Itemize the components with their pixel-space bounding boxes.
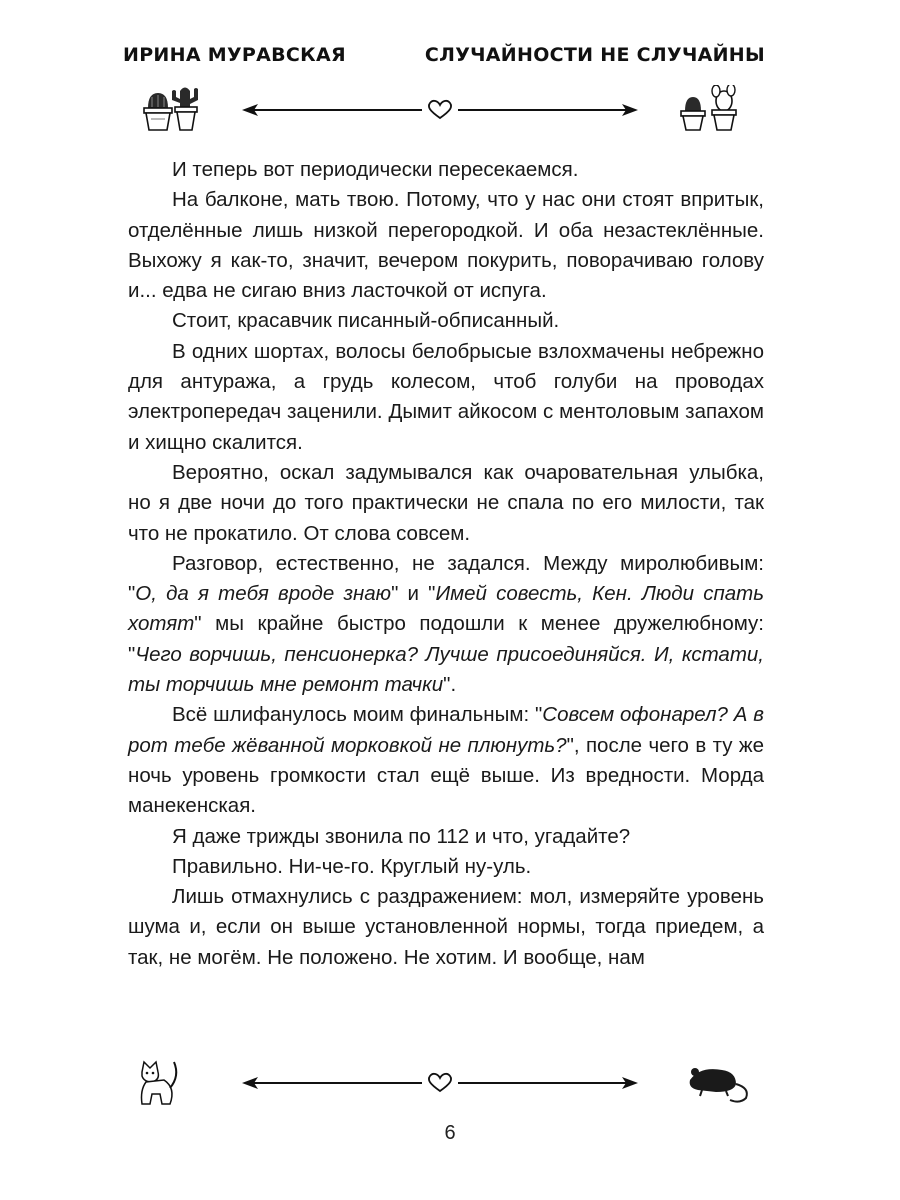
text-run: " мы крайне быстро подошли к менее дружелюбному: " <box>128 612 764 666</box>
heart-icon <box>429 1074 451 1091</box>
italic-run: Чего ворчишь, пенсионерка? Лучше присоединяйся. И, кстати, ты торчишь мне ремонт тачки <box>128 642 764 697</box>
text-run: На балконе, мать твою. Потому, что у нас они стоят впритык, отделённые лишь низкой перегородкой. И оба незастеклённые. Выхожу я как-то, значит, вечером покурить, поворачиваю голову и... едва не сигаю вниз ласточкой от испуга. <box>128 188 764 303</box>
text-run: Я даже трижды звонила по 112 и что, угадайте? <box>172 824 631 848</box>
author-name: ИРИНА МУРАВСКАЯ <box>123 44 346 66</box>
paragraph <box>128 822 764 852</box>
paragraph <box>128 882 764 973</box>
bottom-ornament <box>130 1058 770 1108</box>
text-run: ". <box>443 673 457 697</box>
cat-icon <box>142 1062 177 1104</box>
text-run: В одних шортах, волосы белобрысые взлохмачены небрежно для антуража, а грудь колесом, чтоб голуби на проводах электропередач заценили. Дымит айкосом с ментоловым запахом и хищно скалится. <box>128 339 764 454</box>
italic-run: Совсем офонарел? А в рот тебе жёванной морковкой не плюнуть? <box>128 703 764 757</box>
text-run: Правильно. Ни-че-го. Круглый ну-уль. <box>172 854 532 878</box>
text-run: " и " <box>391 582 436 606</box>
italic-run: О, да я тебя вроде знаю <box>135 582 392 606</box>
italic-run: Имей совесть, Кен. Люди спать хотят <box>128 582 764 636</box>
text-run: Вероятно, оскал задумывался как очаровательная улыбка, но я две ночи до того практически не спала по его милости, так что не прокатило. От слова совсем. <box>128 460 764 545</box>
cactus-pots-left-icon <box>144 88 198 131</box>
paragraph <box>128 458 764 549</box>
paragraph <box>128 185 764 306</box>
paragraph <box>128 306 764 336</box>
paragraph <box>128 549 764 700</box>
text-run: Всё шлифанулось моим финальным: " <box>172 703 543 727</box>
paragraph <box>128 155 764 185</box>
heart-icon <box>429 101 451 118</box>
paragraph <box>128 337 764 458</box>
text-run: Разговор, естественно, не задался. Между миролюбивым: " <box>128 551 764 606</box>
running-header <box>123 44 765 66</box>
text-run: И теперь вот периодически пересекаемся. <box>172 158 579 181</box>
text-run: Лишь отмахнулись с раздражением: мол, измеряйте уровень шума и, если он выше установленной нормы, тогда приедем, а так, не могём. Не положено. Не хотим. И вообще, нам <box>128 885 764 969</box>
arrow-divider-icon <box>242 101 638 118</box>
paragraph <box>128 852 764 882</box>
cactus-pots-right-icon <box>681 85 736 130</box>
body-text <box>128 155 764 973</box>
top-ornament <box>130 85 770 135</box>
paragraph <box>128 700 764 821</box>
page-number: 6 <box>444 1122 456 1144</box>
arrow-divider-icon <box>242 1074 638 1091</box>
book-title: СЛУЧАЙНОСТИ НЕ СЛУЧАЙНЫ <box>424 44 765 66</box>
rat-icon <box>690 1068 747 1102</box>
text-run: ", после чего в ту же ночь уровень громкости стал ещё выше. Из вредности. Морда манекенская. <box>128 733 764 818</box>
text-run: Стоит, красавчик писанный-обписанный. <box>172 309 560 333</box>
